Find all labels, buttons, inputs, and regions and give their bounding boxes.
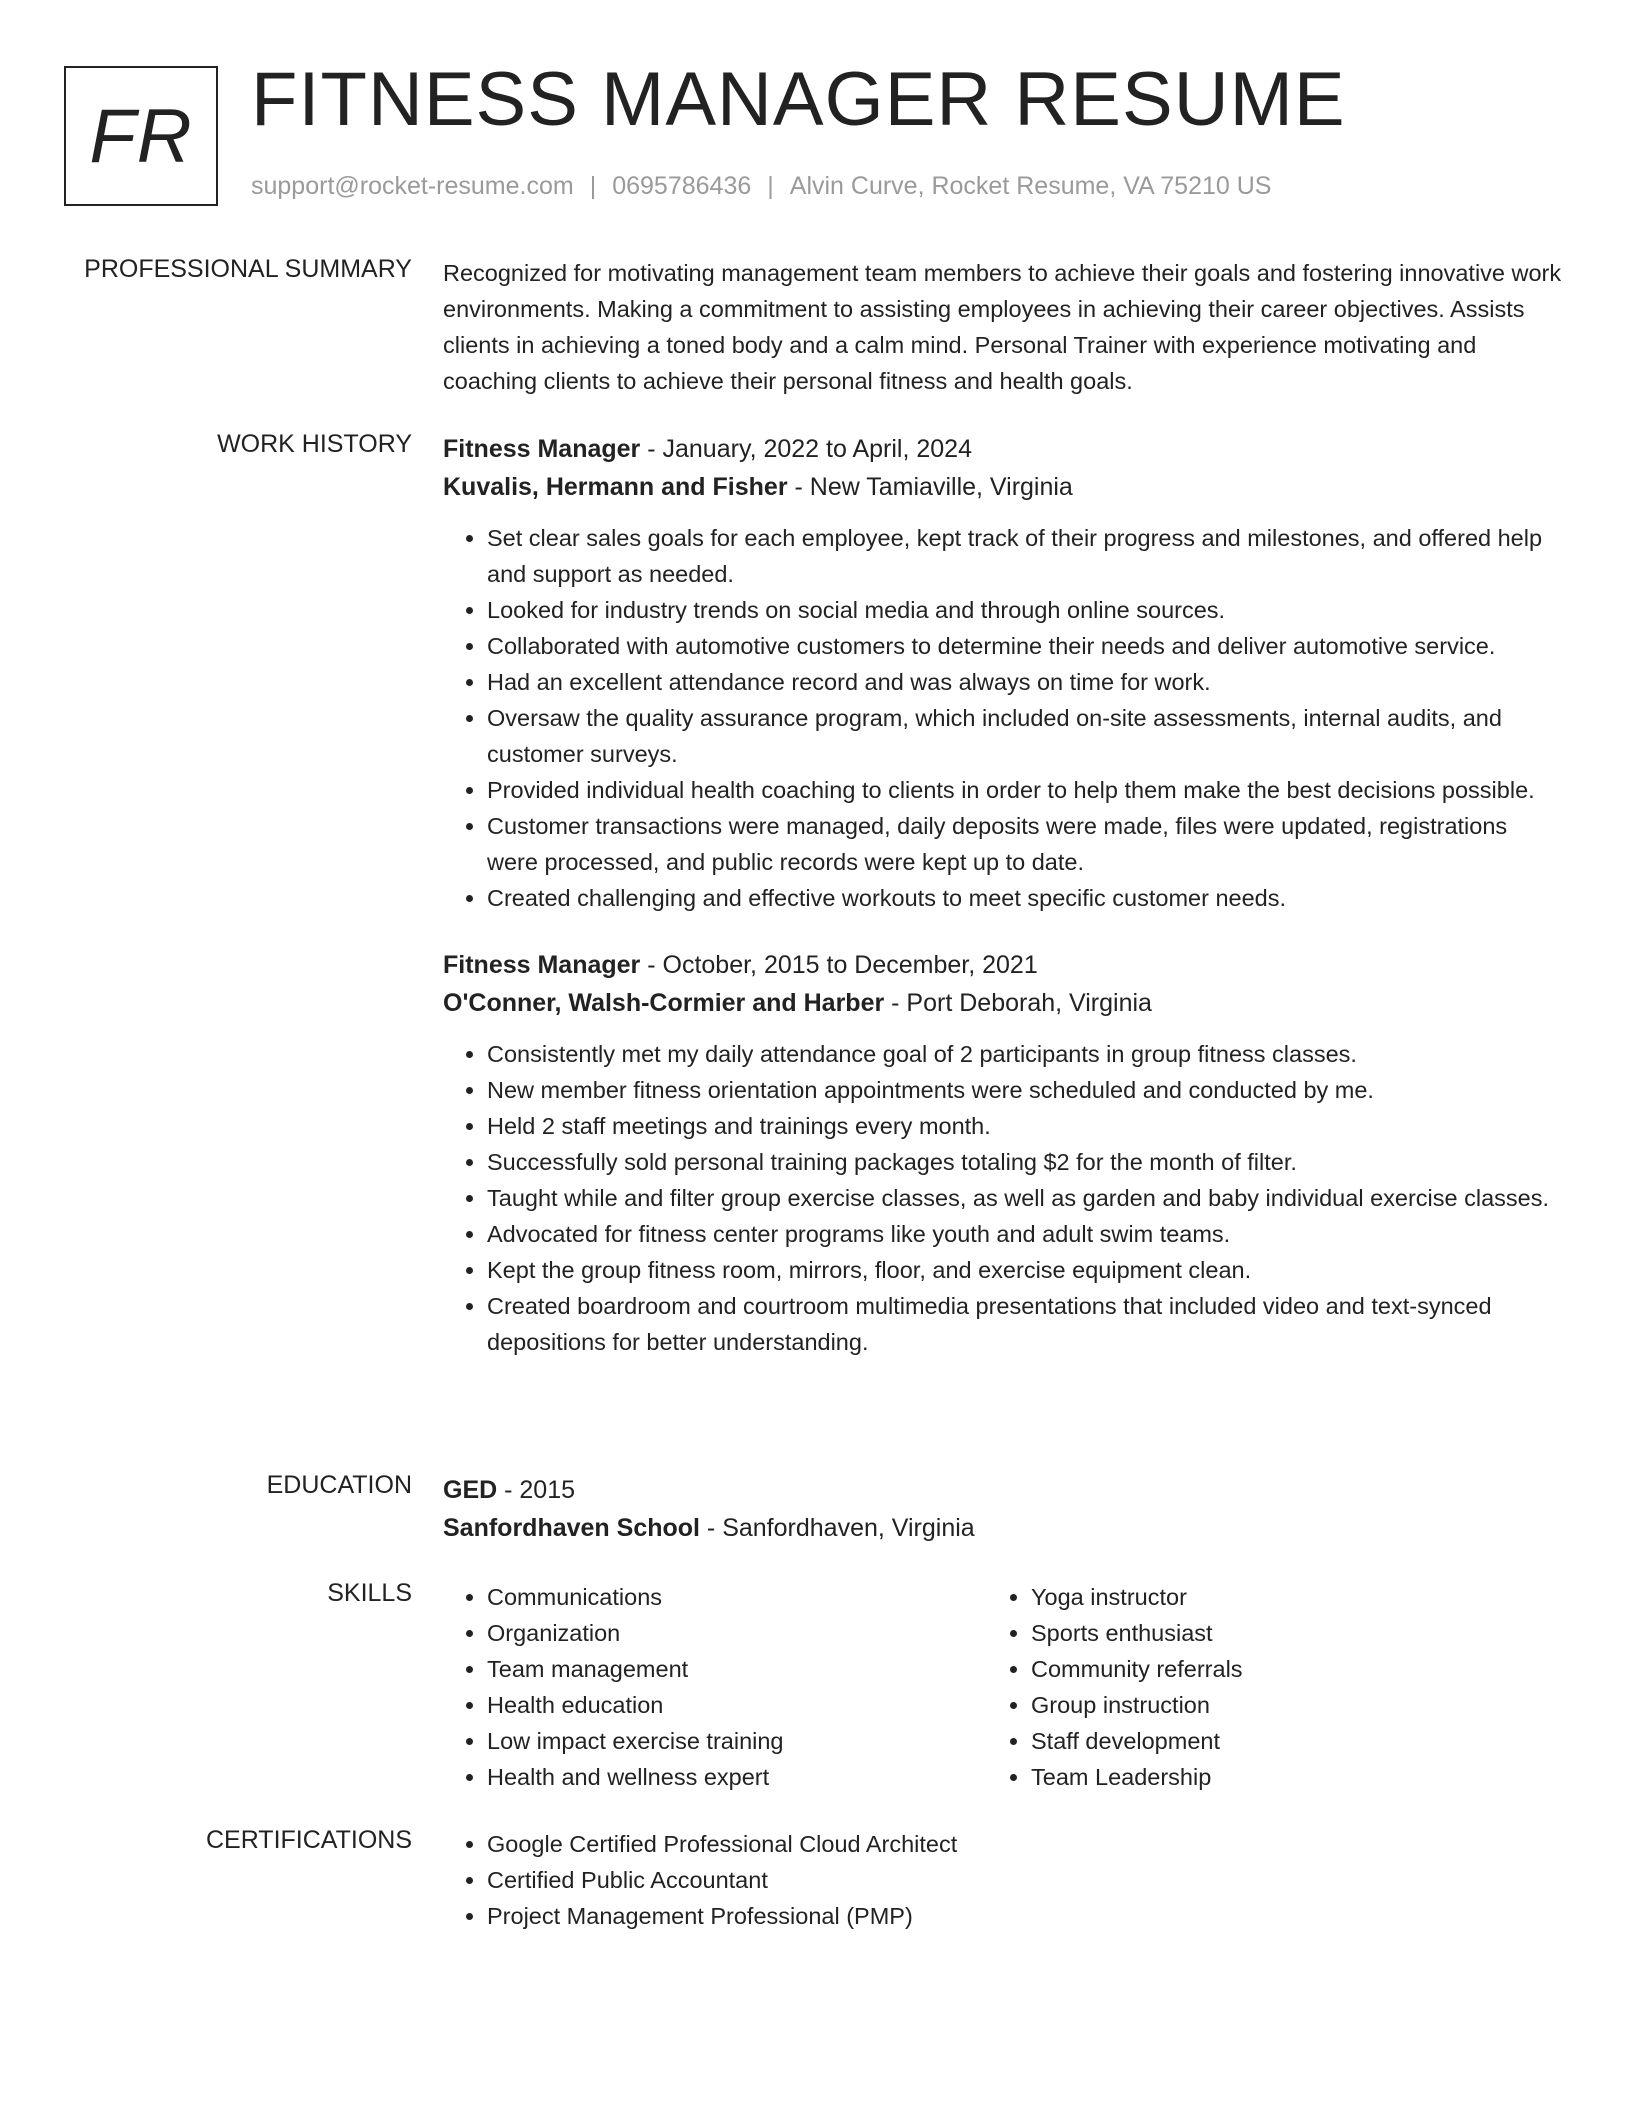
skill-item: • Health and wellness expert	[487, 1759, 987, 1795]
skill-item: • Organization	[487, 1615, 987, 1651]
job-entry	[443, 430, 1563, 916]
skill-item: • Sports enthusiast	[1031, 1615, 1531, 1651]
job-location: - Port Deborah, Virginia	[884, 989, 1152, 1017]
section-label-summary: PROFESSIONAL SUMMARY	[84, 255, 412, 283]
certifications-list	[443, 1826, 1563, 1934]
job-title-line	[443, 946, 1563, 984]
contact-address: Alvin Curve, Rocket Resume, VA 75210 US	[789, 172, 1272, 200]
skill-item: • Team Leadership	[1031, 1759, 1531, 1795]
skill-item: • Communications	[487, 1579, 987, 1615]
certification-item: • Project Management Professional (PMP)	[487, 1898, 1563, 1934]
job-bullet: • Oversaw the quality assurance program, which included on-site assessments, internal audits, and customer surveys.	[487, 700, 1563, 772]
certifications-content	[443, 1826, 1563, 1934]
skill-item: • Low impact exercise training	[487, 1723, 987, 1759]
job-company: Kuvalis, Hermann and Fisher	[443, 473, 788, 501]
job-company-line	[443, 468, 1563, 506]
section-label-education: EDUCATION	[266, 1471, 412, 1499]
skill-item: • Team management	[487, 1651, 987, 1687]
job-entry	[443, 946, 1563, 1360]
job-company: O'Conner, Walsh-Cormier and Harber	[443, 989, 885, 1017]
job-title-line	[443, 430, 1563, 468]
certification-item: • Certified Public Accountant	[487, 1862, 1563, 1898]
job-title: Fitness Manager	[443, 951, 641, 979]
job-dates: - January, 2022 to April, 2024	[640, 435, 972, 463]
contact-phone: 0695786436	[612, 172, 752, 200]
job-bullet: • New member fitness orientation appointments were scheduled and conducted by me.	[487, 1072, 1563, 1108]
skill-item: • Group instruction	[1031, 1687, 1531, 1723]
contact-separator: |	[589, 172, 597, 200]
education-degree: GED	[443, 1476, 498, 1504]
skills-list-right	[987, 1579, 1531, 1795]
job-bullet: • Kept the group fitness room, mirrors, floor, and exercise equipment clean.	[487, 1252, 1563, 1288]
contact-separator: |	[767, 172, 774, 200]
job-dates: - October, 2015 to December, 2021	[640, 951, 1038, 979]
skills-list-left	[443, 1579, 987, 1795]
certification-item: • Google Certified Professional Cloud Architect	[487, 1826, 1563, 1862]
work-content	[443, 430, 1563, 1360]
job-title: Fitness Manager	[443, 435, 641, 463]
skills-content	[443, 1579, 1563, 1795]
skill-item: • Health education	[487, 1687, 987, 1723]
job-bullet: • Successfully sold personal training packages totaling $2 for the month of filter.	[487, 1144, 1563, 1180]
resume-title: FITNESS MANAGER RESUME	[251, 57, 1346, 142]
summary-content	[443, 255, 1563, 399]
section-label-certifications: CERTIFICATIONS	[205, 1826, 412, 1854]
section-label-skills: SKILLS	[327, 1579, 412, 1607]
skill-item: • Staff development	[1031, 1723, 1531, 1759]
skill-item: • Community referrals	[1031, 1651, 1531, 1687]
contact-line	[251, 172, 1271, 201]
job-bullets	[443, 1036, 1563, 1360]
job-bullet: • Set clear sales goals for each employee, kept track of their progress and milestones, and offered help and support as needed.	[487, 520, 1563, 592]
education-school: Sanfordhaven School	[443, 1514, 700, 1542]
education-school-line	[443, 1509, 1563, 1547]
section-label-work: WORK HISTORY	[217, 430, 412, 458]
contact-email: support@rocket-resume.com	[251, 172, 574, 200]
job-bullets	[443, 520, 1563, 916]
job-company-line	[443, 984, 1563, 1022]
job-bullet: • Held 2 staff meetings and trainings every month.	[487, 1108, 1563, 1144]
skill-item: • Yoga instructor	[1031, 1579, 1531, 1615]
job-bullet: • Looked for industry trends on social media and through online sources.	[487, 592, 1563, 628]
education-content	[443, 1471, 1563, 1547]
education-year: - 2015	[497, 1476, 576, 1504]
job-bullet: • Created challenging and effective workouts to meet specific customer needs.	[487, 880, 1563, 916]
job-location: - New Tamiaville, Virginia	[787, 473, 1073, 501]
job-bullet: • Created boardroom and courtroom multimedia presentations that included video and text-synced depositions for better understanding.	[487, 1288, 1563, 1360]
job-bullet: • Provided individual health coaching to clients in order to help them make the best decisions possible.	[487, 772, 1563, 808]
monogram-box	[64, 66, 218, 206]
job-bullet: • Collaborated with automotive customers to determine their needs and deliver automotive service.	[487, 628, 1563, 664]
job-bullet: • Advocated for fitness center programs like youth and adult swim teams.	[487, 1216, 1563, 1252]
job-bullet: • Taught while and filter group exercise classes, as well as garden and baby individual exercise classes.	[487, 1180, 1563, 1216]
job-bullet: • Customer transactions were managed, daily deposits were made, files were updated, registrations were processed, and public records were kept up to date.	[487, 808, 1563, 880]
job-bullet: • Consistently met my daily attendance goal of 2 participants in group fitness classes.	[487, 1036, 1563, 1072]
job-bullet: • Had an excellent attendance record and was always on time for work.	[487, 664, 1563, 700]
education-location: - Sanfordhaven, Virginia	[699, 1514, 975, 1542]
education-degree-line	[443, 1471, 1563, 1509]
summary-text: Recognized for motivating management team members to achieve their goals and fostering innovative work environments. Making a commitment to assisting employees in achieving their career objectives. Assists clients in achieving a toned body and a calm mind. Personal Trainer with experience motivating and coaching clients to achieve their personal fitness and health goals.	[443, 260, 1562, 394]
monogram-text: FR	[89, 93, 193, 179]
